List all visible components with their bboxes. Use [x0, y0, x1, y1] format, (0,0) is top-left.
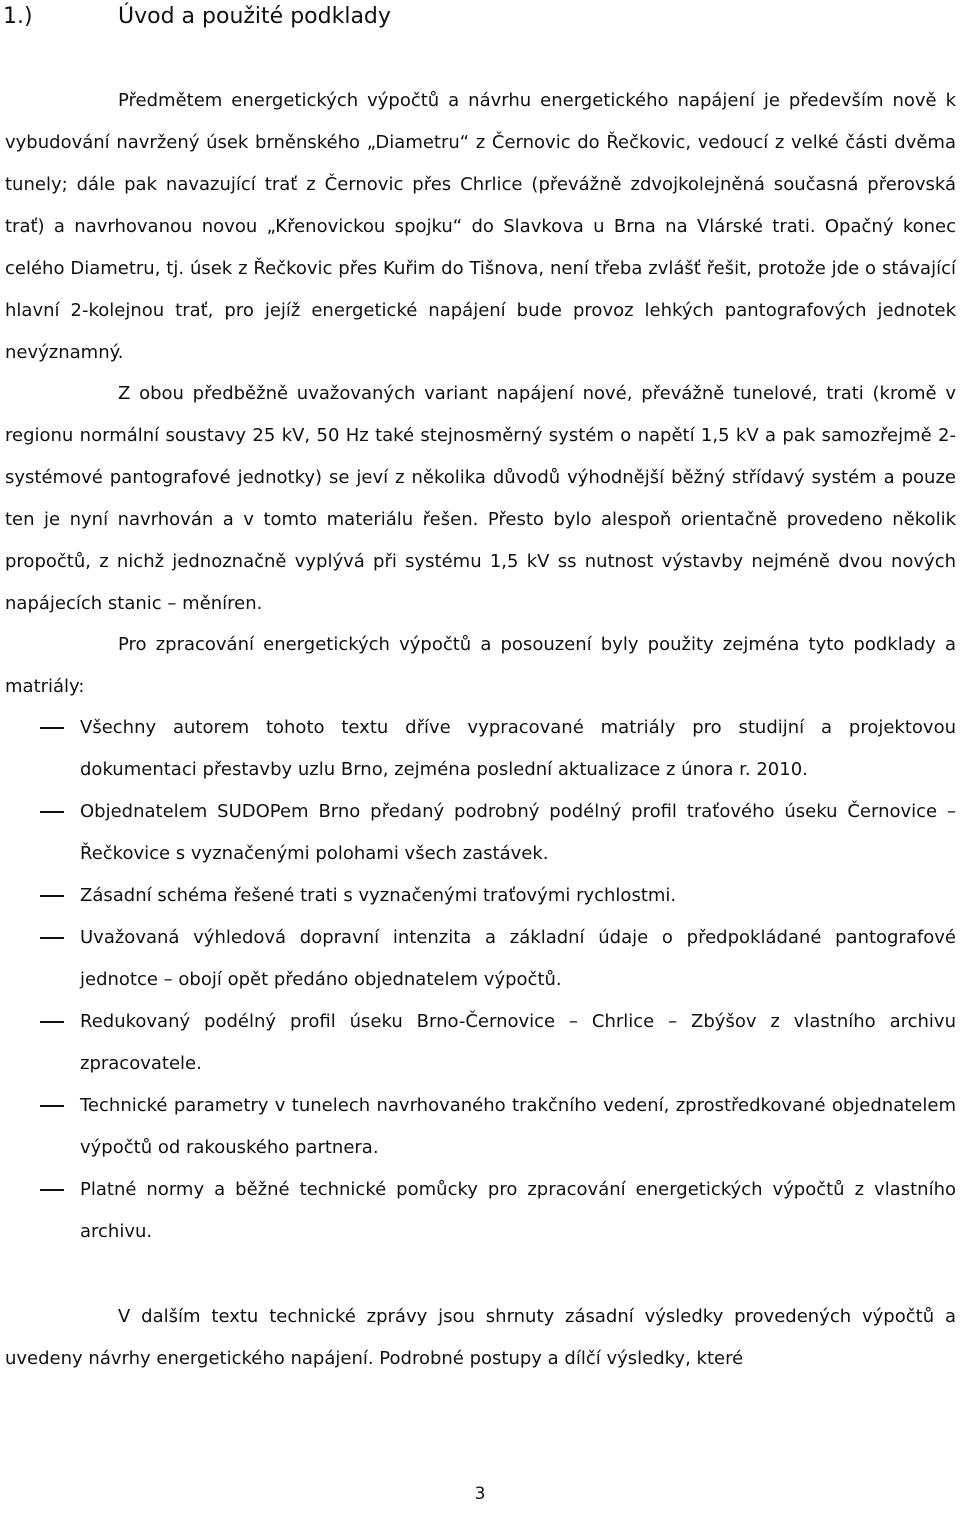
list-item	[0, 875, 956, 917]
list-item-text: Všechny autorem tohoto textu dříve vypracované matriály pro studijní a projektovou dokumentaci přestavby uzlu Brno, zejména poslední aktualizace z února r. 2010.	[80, 717, 956, 780]
list-item	[0, 791, 956, 875]
list-item	[0, 1169, 956, 1253]
variants-paragraph: Z obou předběžně uvažovaných variant napájení nové, převážně tunelové, trati (kromě v regionu normální soustavy 25 kV, 50 Hz také stejnosměrný systém o napětí 1,5 kV a pak samozřejmě 2-systémové pantografové jednotky) se jeví z několika důvodů výhodnější běžný střídavý systém a pouze ten je nyní navrhován a v tomto materiálu řešen. Přesto bylo alespoň orientačně provedeno několik propočtů, z nichž jednoznačně vyplývá při systému 1,5 kV ss nutnost výstavby nejméně dvou nových napájecích stanic – měníren.	[5, 383, 956, 614]
dash-bullet-icon	[40, 1105, 64, 1107]
list-item-text: Uvažovaná výhledová dopravní intenzita a základní údaje o předpokládané pantografové jednotce – obojí opět předáno objednatelem výpočtů.	[80, 927, 956, 990]
dash-bullet-icon	[40, 727, 64, 729]
dash-bullet-icon	[40, 895, 64, 897]
list-item	[0, 1001, 956, 1085]
list-item-text: Redukovaný podélný profil úseku Brno-Černovice – Chrlice – Zbýšov z vlastního archivu zpracovatele.	[80, 1011, 956, 1074]
sources-list	[0, 707, 960, 1253]
dash-bullet-icon	[40, 937, 64, 939]
list-item	[0, 917, 956, 1001]
list-item-text: Technické parametry v tunelech navrhovaného trakčního vedení, zprostředkované objednatelem výpočtů od rakouského partnera.	[80, 1095, 956, 1158]
summary-paragraph: V dalším textu technické zprávy jsou shrnuty zásadní výsledky provedených výpočtů a uvedeny návrhy energetického napájení. Podrobné postupy a dílčí výsledky, které	[5, 1306, 956, 1369]
section-number: 1.)	[3, 4, 33, 29]
dash-bullet-icon	[40, 811, 64, 813]
list-item-text: Zásadní schéma řešené trati s vyznačenými traťovými rychlostmi.	[80, 885, 677, 906]
list-item-text: Objednatelem SUDOPem Brno předaný podrobný podélný profil traťového úseku Černovice – Řečkovice s vyznačenými polohami všech zastávek.	[80, 801, 956, 864]
section-title: Úvod a použité podklady	[118, 4, 391, 29]
intro-paragraph: Předmětem energetických výpočtů a návrhu energetického napájení je především nově k vybudování navržený úsek brněnského „Diametru“ z Černovic do Řečkovic, vedoucí z velké části dvěma tunely; dále pak navazující trať z Černovic přes Chrlice (převážně zdvojkolejněná současná přerovská trať) a navrhovanou novou „Křenovickou spojku“ do Slavkova u Brna na Vlárské trati. Opačný konec celého Diametru, tj. úsek z Řečkovic přes Kuřim do Tišnova, není třeba zvlášť řešit, protože jde o stávající hlavní 2-kolejnou trať, pro jejíž energetické napájení bude provoz lehkých pantografových jednotek nevýznamný.	[5, 90, 956, 363]
list-item	[0, 707, 956, 791]
page-number: 3	[474, 1484, 486, 1504]
list-item	[0, 1085, 956, 1169]
list-item-text: Platné normy a běžné technické pomůcky pro zpracování energetických výpočtů z vlastního archivu.	[80, 1179, 956, 1242]
section-heading	[0, 2, 960, 34]
dash-bullet-icon	[40, 1021, 64, 1023]
dash-bullet-icon	[40, 1189, 64, 1191]
sources-intro-paragraph: Pro zpracování energetických výpočtů a posouzení byly použity zejména tyto podklady a matriály:	[5, 634, 956, 697]
